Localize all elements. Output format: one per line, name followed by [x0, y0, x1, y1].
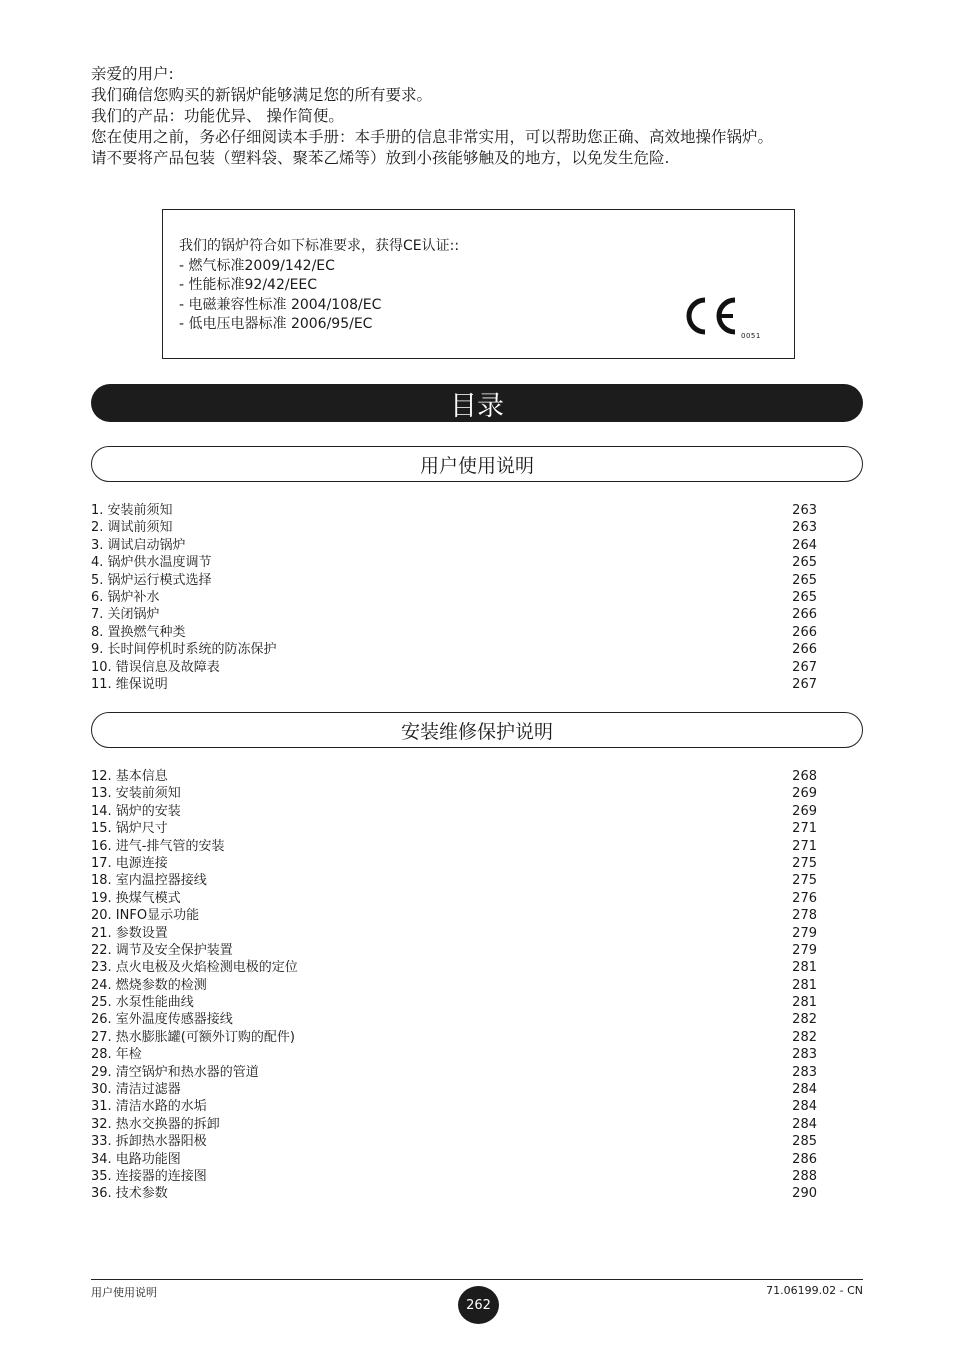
toc-entry-page: 263 — [792, 520, 817, 536]
toc-entry[interactable] — [91, 803, 817, 820]
toc-entry-page: 284 — [792, 1099, 817, 1115]
footer-doc-code: 71.06199.02 - CN — [766, 1284, 863, 1297]
toc-entry-page: 279 — [792, 942, 817, 958]
toc-entry-label: 16. 进气-排气管的安装 — [91, 838, 225, 854]
page-number-badge — [458, 1286, 499, 1324]
toc-entry-page: 285 — [792, 1134, 817, 1150]
intro-line-1: 我们确信您购买的新锅炉能够满足您的所有要求。 — [91, 86, 433, 104]
ce-standard-item: - 低电压电器标准 2006/95/EC — [179, 316, 373, 332]
toc-entry[interactable] — [91, 907, 817, 924]
user-toc-list — [91, 502, 817, 693]
ce-certification-box — [162, 209, 795, 359]
toc-entry-label: 8. 置换燃气种类 — [91, 624, 186, 640]
toc-entry-label: 17. 电源连接 — [91, 855, 168, 871]
toc-entry-page: 276 — [792, 890, 817, 906]
toc-entry-page: 265 — [792, 555, 817, 571]
toc-entry[interactable] — [91, 624, 817, 641]
toc-entry-label: 9. 长时间停机时系统的防冻保护 — [91, 642, 277, 658]
toc-entry[interactable] — [91, 1064, 817, 1081]
toc-entry-label: 24. 燃烧参数的检测 — [91, 977, 207, 993]
toc-entry-page: 263 — [792, 503, 817, 518]
toc-entry-label: 36. 技术参数 — [91, 1186, 168, 1202]
toc-entry[interactable] — [91, 1081, 817, 1098]
toc-entry-page: 275 — [792, 873, 817, 889]
toc-entry-label: 15. 锅炉尺寸 — [91, 821, 168, 837]
toc-entry[interactable] — [91, 768, 817, 785]
toc-title-bar — [91, 384, 863, 422]
toc-entry-page: 284 — [792, 1082, 817, 1098]
page-number: 262 — [466, 1297, 491, 1313]
toc-entry[interactable] — [91, 537, 817, 554]
toc-entry-label: 6. 锅炉补水 — [91, 589, 160, 605]
toc-entry-label: 13. 安装前须知 — [91, 786, 181, 802]
ce-standard-item: - 性能标准92/42/EEC — [179, 277, 318, 293]
toc-entry[interactable] — [91, 1098, 817, 1115]
toc-entry-label: 29. 清空锅炉和热水器的管道 — [91, 1064, 259, 1080]
toc-entry-label: 5. 锅炉运行模式选择 — [91, 572, 212, 588]
toc-entry[interactable] — [91, 977, 817, 994]
toc-entry-page: 281 — [792, 995, 817, 1011]
toc-entry-label: 21. 参数设置 — [91, 925, 168, 941]
toc-entry-page: 286 — [792, 1151, 817, 1167]
toc-entry-label: 28. 年检 — [91, 1047, 142, 1063]
toc-entry-page: 283 — [792, 1064, 817, 1080]
footer-divider — [91, 1279, 863, 1280]
toc-entry-page: 267 — [792, 659, 817, 675]
toc-entry[interactable] — [91, 572, 817, 589]
intro-greeting: 亲爱的用户: — [91, 65, 174, 83]
toc-entry-label: 27. 热水膨胀罐(可额外订购的配件) — [91, 1029, 295, 1045]
install-section-title: 安装维修保护说明 — [400, 720, 553, 743]
toc-entry[interactable] — [91, 890, 817, 907]
toc-entry[interactable] — [91, 519, 817, 536]
toc-entry-label: 26. 室外温度传感器接线 — [91, 1012, 233, 1028]
toc-entry-label: 22. 调节及安全保护装置 — [91, 942, 233, 958]
user-section-title: 用户使用说明 — [419, 454, 534, 477]
toc-entry-page: 264 — [792, 537, 817, 553]
toc-entry[interactable] — [91, 1133, 817, 1150]
toc-entry-page: 281 — [792, 977, 817, 993]
toc-title: 目录 — [450, 390, 504, 422]
toc-entry-label: 18. 室内温控器接线 — [91, 873, 207, 889]
toc-entry-label: 31. 清洁水路的水垢 — [91, 1099, 207, 1115]
toc-entry-label: 11. 维保说明 — [91, 676, 168, 692]
toc-entry-label: 3. 调试启动锅炉 — [91, 537, 186, 553]
toc-entry-page: 269 — [792, 786, 817, 802]
toc-entry-label: 7. 关闭锅炉 — [91, 607, 160, 623]
toc-entry-label: 32. 热水交换器的拆卸 — [91, 1116, 220, 1132]
toc-entry-page: 281 — [792, 960, 817, 976]
toc-entry-page: 278 — [792, 908, 817, 924]
toc-entry-label: 35. 连接器的连接图 — [91, 1168, 207, 1184]
toc-entry-page: 284 — [792, 1116, 817, 1132]
toc-entry-page: 271 — [792, 821, 817, 837]
toc-entry[interactable] — [91, 1046, 817, 1063]
install-section-header — [91, 712, 863, 748]
toc-entry[interactable] — [91, 942, 817, 959]
intro-text — [91, 64, 866, 169]
toc-entry-page: 283 — [792, 1047, 817, 1063]
toc-entry-label: 19. 换煤气模式 — [91, 890, 181, 906]
intro-line-2: 我们的产品：功能优异、 操作简便。 — [91, 107, 344, 125]
toc-entry-label: 30. 清洁过滤器 — [91, 1082, 181, 1098]
toc-entry-label: 12. 基本信息 — [91, 769, 168, 784]
user-section-header — [91, 446, 863, 482]
toc-entry-label: 14. 锅炉的安装 — [91, 803, 181, 819]
toc-entry[interactable] — [91, 676, 817, 693]
toc-entry-label: 33. 拆卸热水器阳极 — [91, 1134, 207, 1150]
toc-entry-page: 282 — [792, 1012, 817, 1028]
toc-entry[interactable] — [91, 855, 817, 872]
toc-entry[interactable] — [91, 872, 817, 889]
toc-entry[interactable] — [91, 1151, 817, 1168]
ce-mark-icon — [679, 294, 741, 338]
toc-entry-label: 10. 错误信息及故障表 — [91, 659, 220, 675]
toc-entry[interactable] — [91, 641, 817, 658]
toc-entry[interactable] — [91, 959, 817, 976]
toc-entry-page: 290 — [792, 1186, 817, 1202]
toc-entry-page: 279 — [792, 925, 817, 941]
toc-entry[interactable] — [91, 589, 817, 606]
toc-entry-page: 275 — [792, 855, 817, 871]
toc-entry-page: 265 — [792, 572, 817, 588]
toc-entry-page: 268 — [792, 769, 817, 784]
toc-entry[interactable] — [91, 838, 817, 855]
toc-entry[interactable] — [91, 925, 817, 942]
toc-entry-label: 34. 电路功能图 — [91, 1151, 181, 1167]
ce-standards-list — [179, 237, 459, 335]
install-toc-list — [91, 768, 817, 1203]
toc-entry-label: 1. 安装前须知 — [91, 503, 173, 518]
toc-entry[interactable] — [91, 659, 817, 676]
intro-line-4: 请不要将产品包装（塑料袋、聚苯乙烯等）放到小孩能够触及的地方，以免发生危险. — [91, 149, 670, 167]
footer-manual-title: 用户使用说明 — [91, 1286, 157, 1299]
toc-entry[interactable] — [91, 1116, 817, 1133]
intro-line-3: 您在使用之前，务必仔细阅读本手册：本手册的信息非常实用，可以帮助您正确、高效地操作锅炉。 — [91, 128, 774, 146]
toc-entry[interactable] — [91, 1168, 817, 1185]
toc-entry-page: 267 — [792, 676, 817, 692]
toc-entry[interactable] — [91, 785, 817, 802]
toc-entry-label: 20. INFO显示功能 — [91, 908, 200, 924]
toc-entry[interactable] — [91, 606, 817, 623]
toc-entry-page: 266 — [792, 624, 817, 640]
ce-standard-item: - 燃气标准2009/142/EC — [179, 257, 335, 274]
toc-entry-page: 271 — [792, 838, 817, 854]
toc-entry[interactable] — [91, 554, 817, 571]
toc-entry[interactable] — [91, 994, 817, 1011]
toc-entry[interactable] — [91, 820, 817, 837]
toc-entry-label: 4. 锅炉供水温度调节 — [91, 555, 212, 571]
toc-entry-label: 25. 水泵性能曲线 — [91, 995, 194, 1011]
toc-entry[interactable] — [91, 502, 817, 519]
toc-entry-page: 282 — [792, 1029, 817, 1045]
toc-entry-page: 288 — [792, 1168, 817, 1184]
toc-entry-page: 266 — [792, 642, 817, 658]
toc-entry[interactable] — [91, 1029, 817, 1046]
ce-standard-item: - 电磁兼容性标准 2004/108/EC — [179, 296, 382, 313]
ce-title: 我们的锅炉符合如下标准要求，获得CE认证:: — [179, 238, 460, 254]
toc-entry-page: 265 — [792, 589, 817, 605]
toc-entry[interactable] — [91, 1185, 817, 1202]
toc-entry-page: 269 — [792, 803, 817, 819]
ce-code: 0051 — [741, 332, 761, 340]
toc-entry-label: 2. 调试前须知 — [91, 520, 173, 536]
toc-entry-label: 23. 点火电极及火焰检测电极的定位 — [91, 960, 298, 976]
toc-entry-page: 266 — [792, 607, 817, 623]
toc-entry[interactable] — [91, 1011, 817, 1028]
